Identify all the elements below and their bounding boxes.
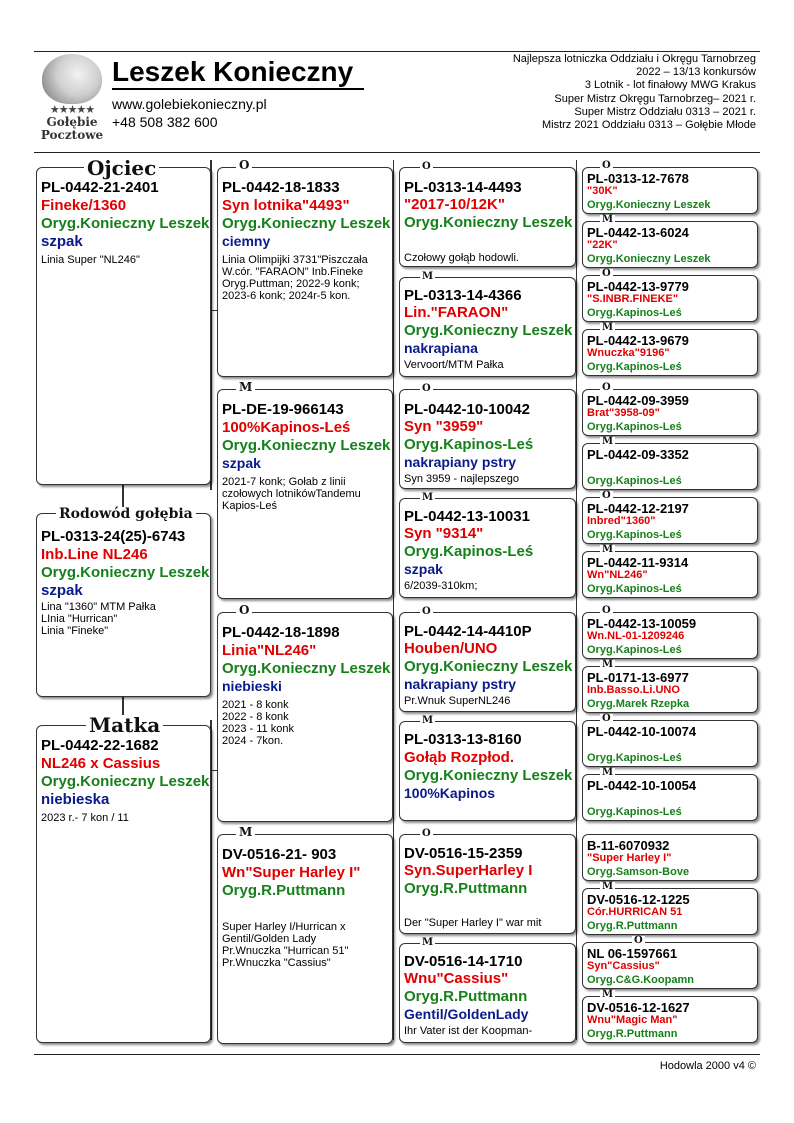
note: Vervoort/MTM Pałka	[404, 359, 504, 371]
owner: Oryg.Kapinos-Leś	[587, 583, 682, 595]
pigeon-name: Wnu"Cassius"	[404, 970, 509, 987]
ring-number: PL-0442-18-1898	[222, 624, 340, 641]
achievement: Super Mistrz Okręgu Tarnobrzeg– 2021 r.	[554, 92, 756, 105]
male-label: O	[602, 382, 611, 393]
pigeon-name: Syn lotnika"4493"	[222, 197, 350, 214]
phone: +48 508 382 600	[112, 114, 218, 130]
ancestor-card[interactable]	[582, 834, 758, 881]
owner: Oryg.R.Puttmann	[587, 1028, 678, 1040]
ring-number: PL-DE-19-966143	[222, 401, 344, 418]
ancestor-card[interactable]	[582, 221, 758, 268]
pigeon-label: Rodowód gołębia	[56, 507, 196, 521]
owner: Oryg.Marek Rzepka	[587, 698, 690, 710]
pigeon-name: Inb.Line NL246	[41, 546, 148, 563]
ancestor-card[interactable]	[399, 943, 576, 1043]
ring-number: PL-0171-13-6977	[587, 670, 689, 685]
color: szpak	[41, 233, 83, 250]
ancestor-card[interactable]	[582, 720, 758, 767]
ring-number: PL-0313-12-7678	[587, 171, 689, 186]
ring-number: PL-0442-13-10059	[587, 616, 697, 631]
color: nakrapiany pstry	[404, 454, 517, 470]
color: szpak	[404, 561, 443, 577]
color: nakrapiany pstry	[404, 676, 517, 692]
female-label: M	[602, 989, 614, 1000]
note: Syn 3959 - najlepszego	[404, 473, 519, 485]
female-label: M	[602, 214, 614, 225]
sire-card[interactable]	[217, 167, 393, 377]
top-rule	[34, 51, 760, 52]
ring-number: PL-0313-14-4366	[404, 287, 522, 304]
male-label: O	[422, 161, 431, 172]
breeder-name-underline	[112, 88, 364, 90]
pigeon-name: NL246 x Cassius	[41, 755, 161, 772]
color: niebieski	[222, 678, 282, 694]
owner: Oryg.Konieczny Leszek	[587, 253, 711, 265]
ring-number: PL-0442-09-3959	[587, 393, 689, 408]
ancestor-card[interactable]	[582, 942, 758, 989]
female-label: M	[602, 544, 614, 555]
pigeon-head-icon	[42, 54, 102, 104]
pigeon-name: Fineke/1360	[41, 197, 127, 214]
owner: Oryg.Samson-Bove	[587, 866, 690, 878]
ring-number: PL-0442-13-9779	[587, 279, 689, 294]
pigeon-name: Syn.SuperHarley I	[404, 862, 533, 879]
ring-number: DV-0516-15-2359	[404, 845, 523, 862]
ancestor-card[interactable]	[582, 774, 758, 821]
female-label: M	[422, 715, 434, 726]
male-label: O	[602, 605, 611, 616]
pigeon-name: Syn "3959"	[404, 418, 484, 435]
connector-gen2-gen3	[393, 160, 394, 1040]
color: Gentil/GoldenLady	[404, 1006, 529, 1022]
owner: Oryg.R.Puttmann	[587, 920, 678, 932]
owner: Oryg.C&G.Koopamn	[587, 974, 694, 986]
ring-number: PL-0442-11-9314	[587, 555, 689, 570]
owner: Oryg.Kapinos-Leś	[587, 475, 682, 487]
owner: Oryg.R.Puttmann	[222, 882, 346, 899]
male-label: O	[602, 713, 611, 724]
ancestor-card[interactable]	[582, 888, 758, 935]
color: niebieska	[41, 791, 110, 808]
note: Pr.Wnuk SuperNL246	[404, 695, 511, 707]
ring-number: PL-0442-10-10074	[587, 724, 697, 739]
female-label: M	[236, 826, 255, 838]
male-label: O	[634, 935, 643, 946]
pigeon-name: Syn"Cassius"	[587, 960, 660, 972]
pigeon-card[interactable]	[36, 513, 211, 697]
owner: Oryg.Konieczny Leszek	[404, 767, 573, 784]
owner: Oryg.Kapinos-Leś	[587, 307, 682, 319]
footer-text: Hodowla 2000 v4 ©	[659, 1060, 756, 1072]
pigeon-name: Wnu"Magic Man"	[587, 1014, 678, 1026]
ring-number: PL-0442-12-2197	[587, 501, 689, 516]
owner: Oryg.R.Puttmann	[404, 988, 528, 1005]
owner: Oryg.Konieczny Leszek	[222, 660, 391, 677]
note: Der "Super Harley I" war mit	[404, 917, 542, 929]
ring-number: DV-0516-14-1710	[404, 953, 523, 970]
owner: Oryg.Kapinos-Leś	[587, 752, 682, 764]
color: szpak	[222, 455, 261, 471]
ancestor-card[interactable]	[582, 551, 758, 598]
owner: Oryg.Konieczny Leszek	[587, 199, 711, 211]
note: Super Harley I/Hurrican x Gentil/Golden Lady Pr.Wnuczka "Hurrican 51" Pr.Wnuczka "Cassius"	[222, 921, 349, 969]
pigeon-name: Lin."FARAON"	[404, 304, 509, 321]
owner: Oryg.Konieczny Leszek	[222, 437, 391, 454]
pigeon-name: Cór.HURRICAN 51	[587, 906, 683, 918]
color: szpak	[41, 582, 83, 599]
footer-rule	[34, 1054, 760, 1055]
ancestor-card[interactable]	[399, 389, 576, 489]
ring-number: PL-0442-09-3352	[587, 447, 689, 462]
pigeon-name: "2017-10/12K"	[404, 196, 505, 213]
ring-number: DV-0516-21- 903	[222, 846, 337, 863]
male-label: O	[602, 490, 611, 501]
connector-father-pigeon	[122, 485, 124, 507]
pigeon-name: "22K"	[587, 239, 618, 251]
ancestor-card[interactable]	[582, 275, 758, 322]
male-label: O	[602, 268, 611, 279]
pigeon-name: Wn"NL246"	[587, 569, 648, 581]
male-label: O	[602, 160, 611, 171]
female-label: M	[602, 322, 614, 333]
female-label: M	[422, 492, 434, 503]
logo-text-line1: Gołębie	[46, 115, 98, 129]
dam-card[interactable]	[217, 389, 393, 599]
note: 2021-7 konk; Gołab z linii czołowych lotnikówTandemu Kapios-Leś	[222, 476, 361, 512]
note: Linia Olimpijki 3731"Piszczała W.cór. "FARAON" Inb.Fineke Oryg.Puttman; 2022-9 konk; 2023-6 konk; 2024r-5 kon.	[222, 254, 368, 302]
ring-number: PL-0313-14-4493	[404, 179, 522, 196]
stars-icon: ★★★★★	[49, 104, 95, 116]
owner: Oryg.Konieczny Leszek	[404, 214, 573, 231]
male-label: O	[422, 606, 431, 617]
mother-label: Matka	[86, 715, 163, 735]
male-label: O	[422, 383, 431, 394]
ring-number: DV-0516-12-1627	[587, 1000, 690, 1015]
pigeon-name: Inb.Basso.Li.UNO	[587, 684, 680, 696]
owner: Oryg.Kapinos-Leś	[404, 436, 534, 453]
male-label: O	[236, 159, 252, 171]
female-label: M	[236, 381, 255, 393]
ancestor-card[interactable]	[582, 167, 758, 214]
note: 6/2039-310km;	[404, 580, 478, 592]
ring-number: PL-0442-13-9679	[587, 333, 689, 348]
connector-gen3-gen4	[576, 160, 577, 1040]
ring-number: DV-0516-12-1225	[587, 892, 690, 907]
ring-number: PL-0442-13-6024	[587, 225, 689, 240]
pigeon-name: Syn "9314"	[404, 525, 484, 542]
note: Linia Super "NL246"	[41, 254, 140, 266]
dam-card[interactable]	[217, 834, 393, 1044]
owner: Oryg.Kapinos-Leś	[587, 806, 682, 818]
owner: Oryg.Kapinos-Leś	[587, 529, 682, 541]
ancestor-card[interactable]	[399, 721, 576, 821]
female-label: M	[602, 659, 614, 670]
father-label: Ojciec	[84, 158, 159, 178]
sire-card[interactable]	[217, 612, 393, 822]
father-card[interactable]	[36, 167, 211, 485]
color: nakrapiana	[404, 340, 478, 356]
note: 2023 r.- 7 kon / 11	[41, 812, 129, 824]
owner: Oryg.Kapinos-Leś	[404, 543, 534, 560]
pigeon-name: "Super Harley I"	[587, 852, 672, 864]
pigeon-name: Houben/UNO	[404, 640, 498, 657]
ring-number: PL-0442-10-10054	[587, 778, 697, 793]
achievement: 2022 – 13/13 konkursów	[636, 66, 756, 79]
ring-number: PL-0442-21-2401	[41, 179, 159, 196]
pigeon-name: Inbred"1360"	[587, 515, 656, 527]
color: ciemny	[222, 233, 271, 249]
owner: Oryg.Konieczny Leszek	[404, 322, 573, 339]
ring-number: PL-0313-24(25)-6743	[41, 528, 186, 545]
female-label: M	[602, 881, 614, 892]
note: Lina "1360" MTM Pałka LInia "Hurrican" Linia "Fineke"	[41, 601, 156, 637]
owner: Oryg.Kapinos-Leś	[587, 644, 682, 656]
male-label: O	[236, 604, 252, 616]
ancestor-card[interactable]	[582, 389, 758, 436]
pigeon-name: "S.INBR.FINEKE"	[587, 293, 679, 305]
achievements	[513, 53, 756, 132]
female-label: M	[422, 937, 434, 948]
logo-text-line2: Pocztowe	[40, 128, 104, 142]
note: Ihr Vater ist der Koopman-	[404, 1025, 533, 1037]
male-label: O	[422, 828, 431, 839]
pigeon-name: Wnuczka"9196"	[587, 347, 670, 359]
pigeon-name: Wn"Super Harley I"	[222, 864, 361, 881]
pigeon-name: "30K"	[587, 185, 618, 197]
ring-number: PL-0313-13-8160	[404, 731, 522, 748]
ancestor-card[interactable]	[582, 612, 758, 659]
ancestor-card[interactable]	[399, 277, 576, 377]
owner: Oryg.Konieczny Leszek	[404, 658, 573, 675]
achievement: Super Mistrz Oddziału 0313 – 2021 r.	[574, 105, 756, 118]
ring-number: PL-0442-22-1682	[41, 737, 159, 754]
owner: Oryg.Konieczny Leszek	[41, 564, 210, 581]
ring-number: NL 06-1597661	[587, 946, 678, 961]
female-label: M	[422, 271, 434, 282]
note: Czołowy gołąb hodowli.	[404, 252, 519, 264]
logo	[36, 54, 108, 146]
header-bottom-rule	[34, 152, 760, 153]
owner: Oryg.Kapinos-Leś	[587, 421, 682, 433]
ancestor-card[interactable]	[582, 996, 758, 1043]
owner: Oryg.Kapinos-Leś	[587, 361, 682, 373]
achievement: 3 Lotnik - lot finałowy MWG Krakus	[584, 79, 756, 92]
owner: Oryg.Konieczny Leszek	[41, 215, 210, 232]
mother-card[interactable]	[36, 725, 211, 1043]
pigeon-name: Wn.NL-01-1209246	[587, 630, 685, 642]
ring-number: B-11-6070932	[587, 838, 670, 853]
color: 100%Kapinos	[404, 785, 496, 801]
pigeon-name: Gołąb Rozpłod.	[404, 749, 514, 766]
ancestor-card[interactable]	[582, 497, 758, 544]
pigeon-name: 100%Kapinos-Leś	[222, 419, 351, 436]
ancestor-card[interactable]	[399, 834, 576, 934]
ancestor-card[interactable]	[399, 498, 576, 598]
owner: Oryg.Konieczny Leszek	[41, 773, 210, 790]
achievement: Mistrz 2021 Oddziału 0313 – Gołębie Młode	[541, 119, 756, 132]
achievement: Najlepsza lotniczka Oddziału i Okręgu Tarnobrzeg	[512, 53, 756, 65]
pigeon-name: Linia"NL246"	[222, 642, 317, 659]
ancestor-card[interactable]	[582, 443, 758, 490]
website: www.golebiekonieczny.pl	[112, 96, 267, 112]
ancestor-card[interactable]	[399, 612, 576, 712]
ancestor-card[interactable]	[582, 666, 758, 713]
female-label: M	[602, 767, 614, 778]
ring-number: PL-0442-13-10031	[404, 508, 530, 525]
ring-number: PL-0442-10-10042	[404, 401, 530, 418]
owner: Oryg.Konieczny Leszek	[222, 215, 391, 232]
ancestor-card[interactable]	[582, 329, 758, 376]
female-label: M	[602, 436, 614, 447]
ring-number: PL-0442-18-1833	[222, 179, 340, 196]
pigeon-name: Brat"3958-09"	[587, 407, 660, 419]
owner: Oryg.R.Puttmann	[404, 880, 528, 897]
note: 2021 - 8 konk 2022 - 8 konk 2023 - 11 konk 2024 - 7kon.	[222, 699, 294, 747]
ancestor-card[interactable]	[399, 167, 576, 267]
breeder-name: Leszek Konieczny	[112, 56, 354, 87]
ring-number: PL-0442-14-4410P	[404, 623, 532, 640]
